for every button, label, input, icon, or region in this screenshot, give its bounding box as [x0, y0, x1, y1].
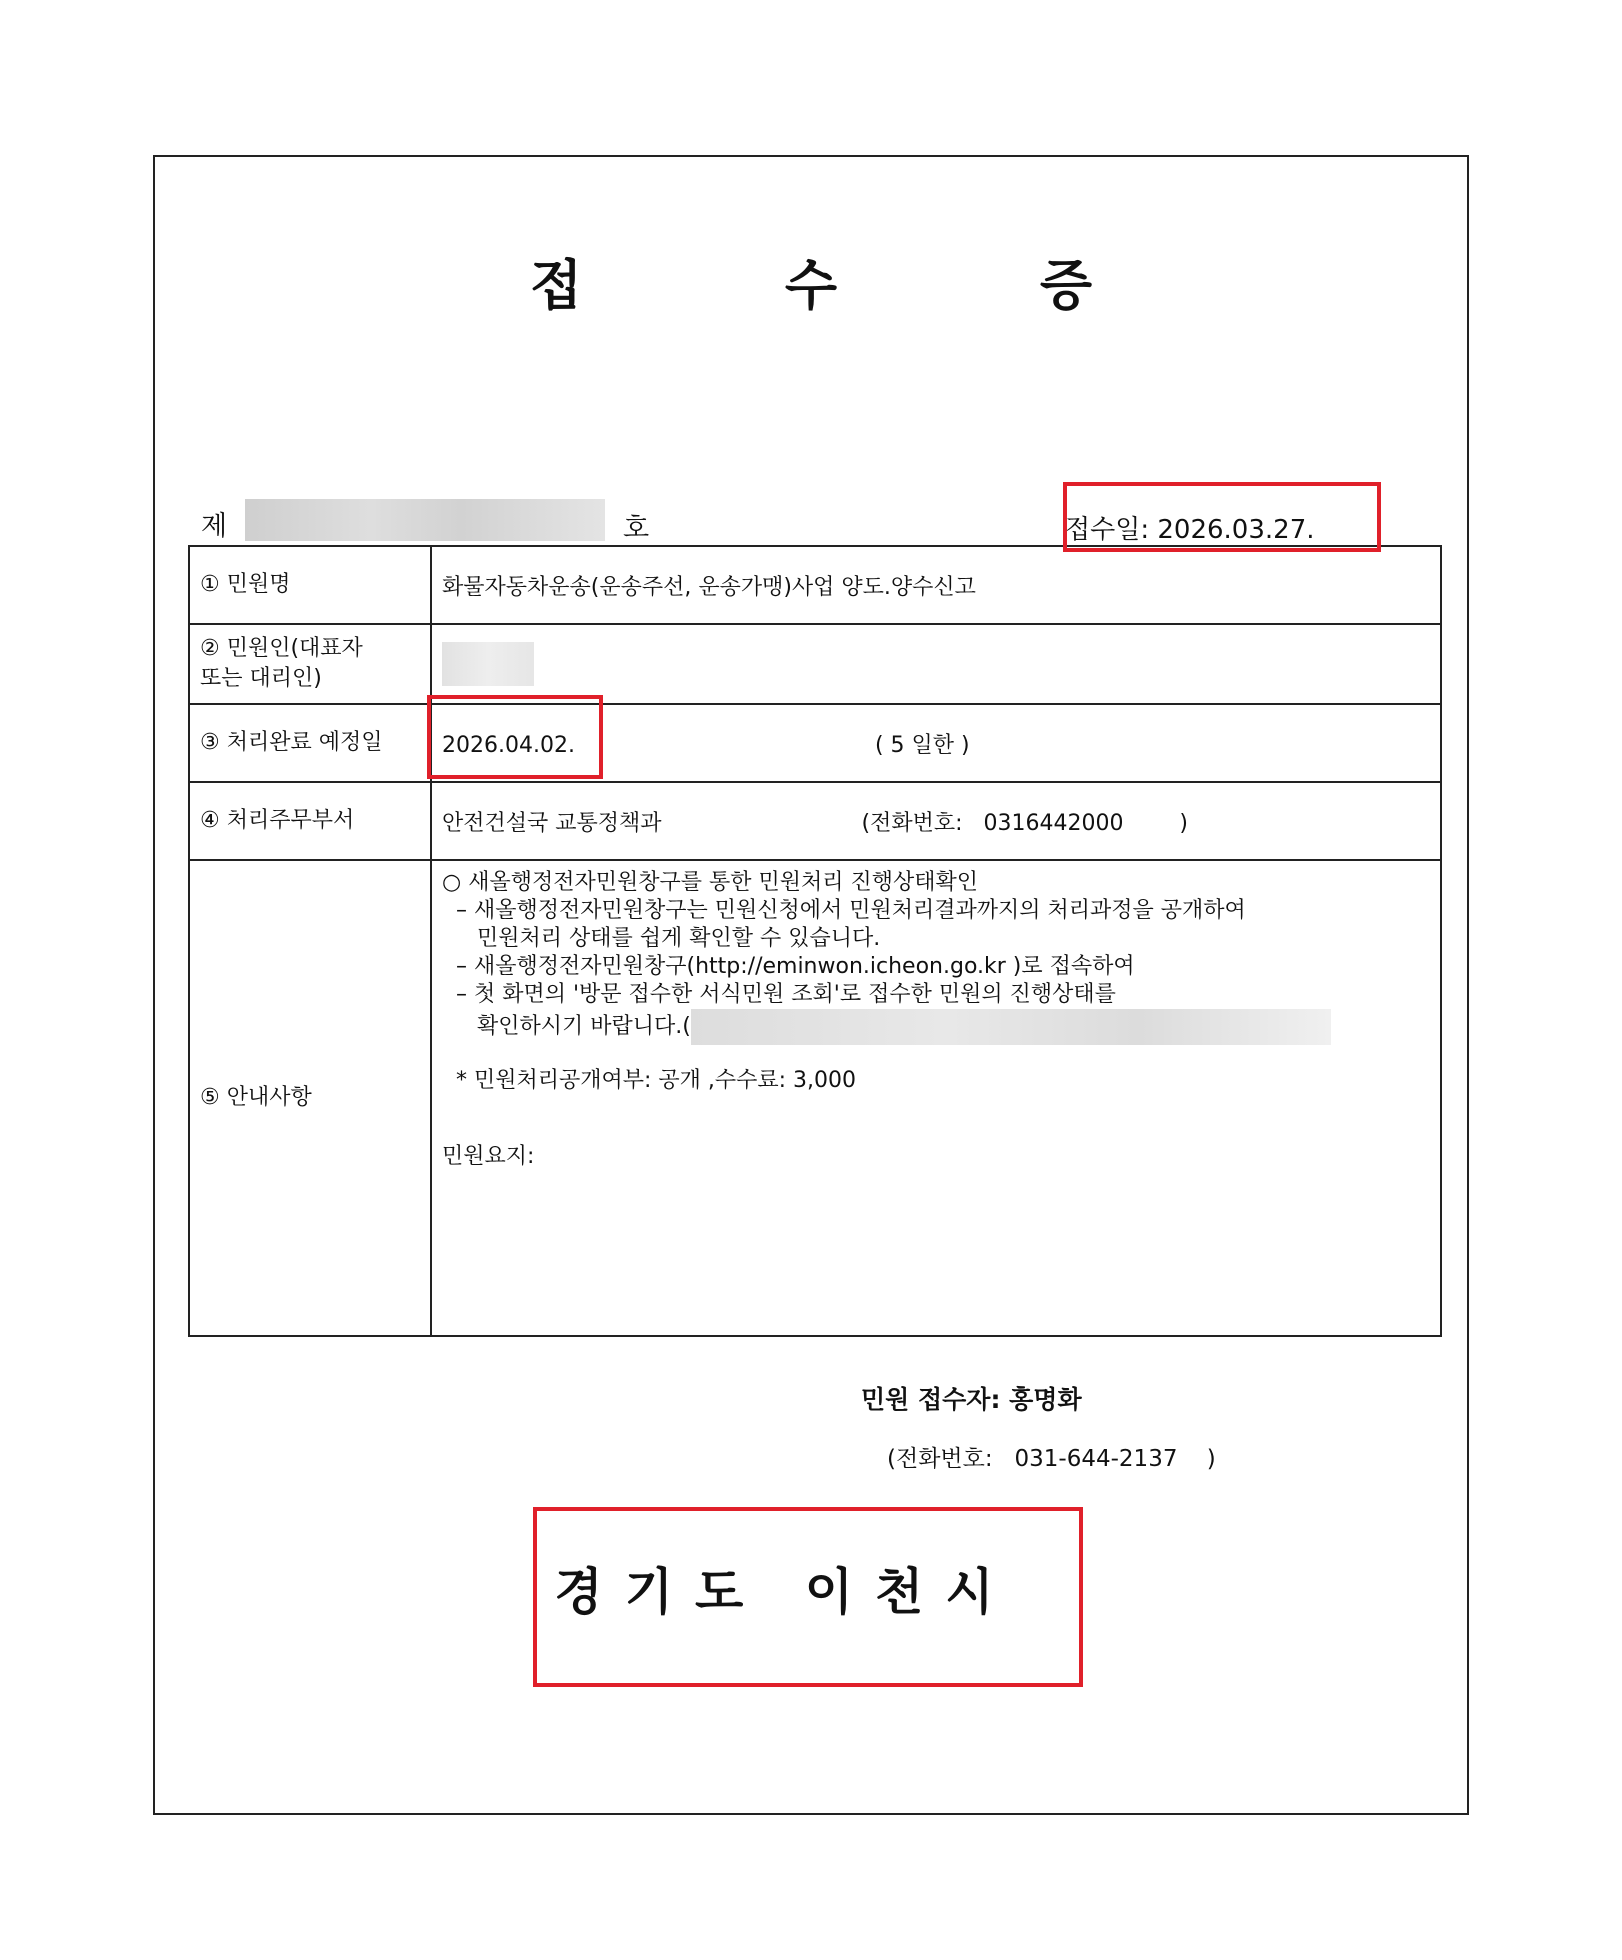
receipt-date-value: 2026.03.27. [1157, 515, 1315, 545]
notice-line: 확인하시기 바랍니다.( [442, 1014, 691, 1039]
highlight-completion-date [427, 695, 603, 779]
table-row [189, 624, 1441, 704]
application-name: 화물자동차운송(운송주선, 운송가맹)사업 양도.양수신고 [442, 574, 976, 600]
department: 안전건설국 교통정책과 [442, 810, 662, 836]
notice-line: ○ 새올행정전자민원창구를 통한 민원처리 진행상태확인 [442, 870, 978, 895]
table-row [189, 546, 1441, 624]
processing-days: ( 5 일한 ) [874, 732, 970, 758]
receiver-name: 민원 접수자: 홍명화 [861, 1385, 1082, 1414]
completion-date: 2026.04.02. [442, 732, 575, 758]
row-label: ④ 처리주무부서 [200, 808, 355, 833]
application-table [188, 545, 1442, 1337]
fee-info: * 민원처리공개여부: 공개 ,수수료: 3,000 [442, 1068, 857, 1093]
notice-line: – 첫 화면의 '방문 접수한 서식민원 조회'로 접수한 민원의 진행상태를 [442, 982, 1116, 1007]
row-label: ③ 처리완료 예정일 [200, 730, 383, 755]
document-title: 접 수 증 [529, 254, 1185, 317]
notice-line: – 새올행정전자민원창구는 민원신청에서 민원처리결과까지의 처리과정을 공개하여 [442, 898, 1246, 923]
table-row [189, 782, 1441, 860]
applicant-name-redacted [442, 642, 534, 686]
redacted-text [691, 1009, 1331, 1045]
registration-suffix: 호 [623, 513, 650, 544]
highlight-receipt-date [1063, 482, 1381, 552]
row-label: ② 민원인(대표자 또는 대리인) [200, 636, 363, 691]
notice-content [431, 860, 1441, 1336]
row-label: ① 민원명 [200, 572, 291, 597]
table-row [189, 860, 1441, 1336]
receiver-phone: (전화번호: 031-644-2137 ) [887, 1446, 1216, 1472]
receipt-date-label: 접수일: [1065, 515, 1150, 545]
table-row [189, 704, 1441, 782]
notice-line: – 새올행정전자민원창구(http://eminwon.icheon.go.kr )로 접속하여 [442, 954, 1135, 979]
registration-number-redacted [245, 499, 605, 541]
issuing-authority: 경기도 이천시 [554, 1563, 1016, 1621]
summary-label: 민원요지: [442, 1144, 535, 1169]
department-phone: (전화번호: 0316442000 ) [861, 810, 1188, 836]
notice-line: 민원처리 상태를 쉽게 확인할 수 있습니다. [442, 926, 881, 951]
row-label: ⑤ 안내사항 [200, 1085, 312, 1110]
highlight-issuer [533, 1507, 1083, 1687]
registration-prefix: 제 [201, 511, 228, 542]
receipt-document [153, 155, 1469, 1815]
